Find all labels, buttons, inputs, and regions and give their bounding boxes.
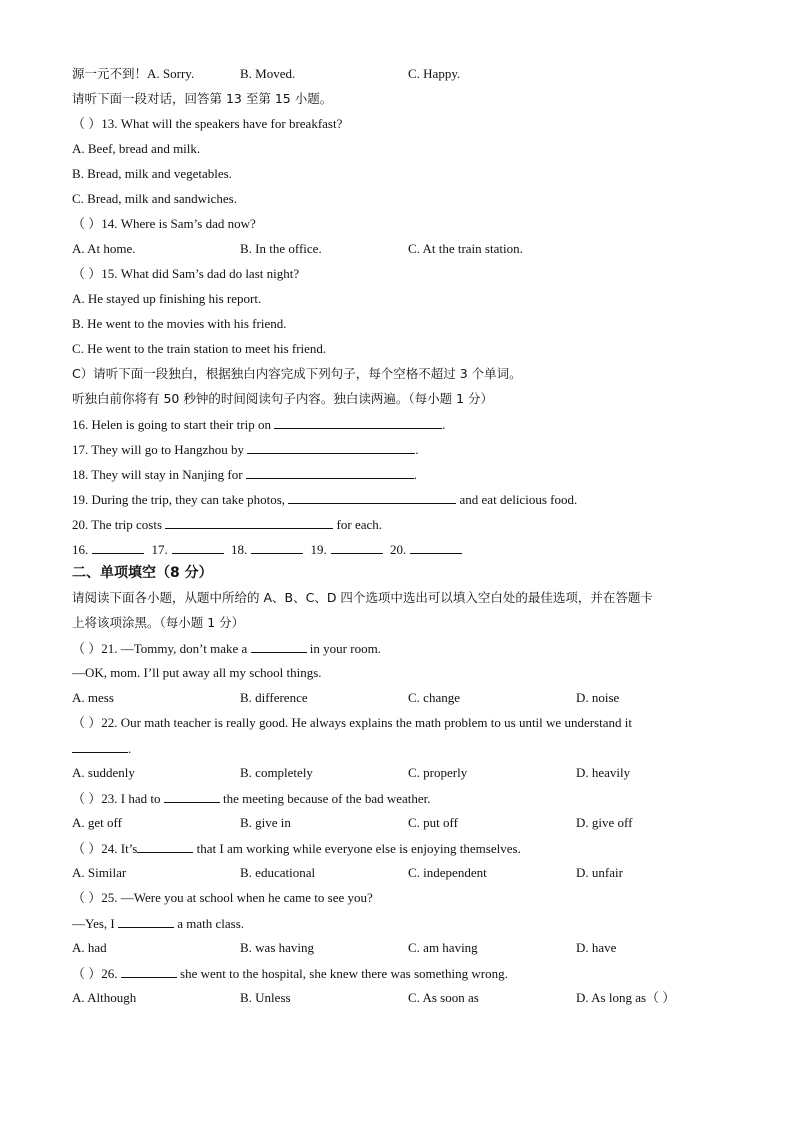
sentence-20-pre: 20. The trip costs bbox=[72, 517, 163, 532]
q22-option-c: C. properly bbox=[408, 765, 468, 780]
q21-stem bbox=[72, 640, 381, 657]
q25-reply-pre: —Yes, I bbox=[72, 916, 115, 931]
answer-label-17: 17. bbox=[151, 542, 168, 557]
answer-label-20: 20. bbox=[390, 542, 407, 557]
sentence-16-pre: 16. Helen is going to start their trip on bbox=[72, 417, 271, 432]
sentence-18-pre: 18. They will stay in Nanjing for bbox=[72, 467, 243, 482]
monologue-intro-2: 听独白前你将有 50 秒钟的时间阅读句子内容。独白读两遍。（每小题 1 分） bbox=[72, 391, 494, 406]
q25-reply bbox=[72, 915, 244, 932]
top-option-a: A. Sorry. bbox=[147, 66, 195, 81]
q22-option-d: D. heavily bbox=[576, 765, 631, 780]
sentence-16 bbox=[72, 416, 445, 433]
q21-option-a: A. mess bbox=[72, 690, 114, 705]
q26-option-b: B. Unless bbox=[240, 990, 291, 1005]
q23-option-a: A. get off bbox=[72, 815, 122, 830]
top-continuation bbox=[72, 66, 194, 82]
q23-pre: （ ）23. I had to bbox=[72, 791, 161, 806]
q15-option-a: A. He stayed up finishing his report. bbox=[72, 291, 262, 306]
answer-row bbox=[72, 541, 462, 558]
q23-option-d: D. give off bbox=[576, 815, 633, 830]
sentence-19-post: and eat delicious food. bbox=[459, 492, 578, 507]
dialogue-intro: 请听下面一段对话，回答第 13 至第 15 小题。 bbox=[72, 91, 333, 106]
q23-option-b: B. give in bbox=[240, 815, 291, 830]
answer-label-16: 16. bbox=[72, 542, 89, 557]
q23-blank[interactable] bbox=[164, 790, 220, 803]
q21-reply: —OK, mom. I’ll put away all my school things. bbox=[72, 665, 322, 680]
q22-option-b: B. completely bbox=[240, 765, 313, 780]
top-option-b: B. Moved. bbox=[240, 66, 296, 81]
q13-option-a: A. Beef, bread and milk. bbox=[72, 141, 201, 156]
q24-pre: （ ）24. It’s bbox=[72, 841, 138, 856]
q26-option-a: A. Although bbox=[72, 990, 137, 1005]
q13-option-c: C. Bread, milk and sandwiches. bbox=[72, 191, 237, 206]
q26-post: she went to the hospital, she knew there was something wrong. bbox=[180, 966, 508, 981]
q23-option-c: C. put off bbox=[408, 815, 458, 830]
q26-stem bbox=[72, 965, 508, 982]
q25-option-d: D. have bbox=[576, 940, 617, 955]
q22-option-a: A. suddenly bbox=[72, 765, 135, 780]
q24-stem bbox=[72, 840, 521, 857]
answer-blank-19[interactable] bbox=[331, 541, 383, 554]
blank-16[interactable] bbox=[274, 416, 442, 429]
q24-option-b: B. educational bbox=[240, 865, 316, 880]
sentence-19 bbox=[72, 491, 577, 508]
q22-stem-continued bbox=[72, 740, 131, 757]
answer-blank-16[interactable] bbox=[92, 541, 144, 554]
q25-option-a: A. had bbox=[72, 940, 107, 955]
q21-option-d: D. noise bbox=[576, 690, 620, 705]
q26-option-d: D. As long as（ ） bbox=[576, 990, 676, 1005]
top-option-c: C. Happy. bbox=[408, 66, 461, 81]
sentence-16-post: . bbox=[442, 417, 446, 432]
q21-post: in your room. bbox=[309, 641, 381, 656]
q24-option-c: C. independent bbox=[408, 865, 487, 880]
answer-label-19: 19. bbox=[310, 542, 327, 557]
blank-19[interactable] bbox=[288, 491, 456, 504]
sentence-19-pre: 19. During the trip, they can take photos, bbox=[72, 492, 286, 507]
sentence-18 bbox=[72, 466, 417, 483]
q21-blank[interactable] bbox=[251, 640, 307, 653]
q13-option-b: B. Bread, milk and vegetables. bbox=[72, 166, 232, 181]
q15-option-b: B. He went to the movies with his friend. bbox=[72, 316, 287, 331]
answer-label-18: 18. bbox=[231, 542, 248, 557]
q26-blank[interactable] bbox=[121, 965, 177, 978]
q24-option-a: A. Similar bbox=[72, 865, 127, 880]
q26-option-c: C. As soon as bbox=[408, 990, 479, 1005]
q25-stem: （ ）25. —Were you at school when he came to see you? bbox=[72, 890, 373, 905]
q25-reply-post: a math class. bbox=[177, 916, 245, 931]
sentence-18-post: . bbox=[413, 467, 418, 482]
q25-blank[interactable] bbox=[118, 915, 174, 928]
q14-option-c: C. At the train station. bbox=[408, 241, 523, 256]
q22-blank[interactable] bbox=[72, 740, 128, 753]
sentence-20-post: for each. bbox=[336, 517, 382, 532]
section-2-title: 二、单项填空（8 分） bbox=[72, 565, 213, 581]
q13-stem: （ ）13. What will the speakers have for breakfast? bbox=[72, 116, 343, 131]
blank-18[interactable] bbox=[246, 466, 414, 479]
q14-option-a: A. At home. bbox=[72, 241, 136, 256]
answer-blank-20[interactable] bbox=[410, 541, 462, 554]
q14-stem: （ ）14. Where is Sam’s dad now? bbox=[72, 216, 256, 231]
sentence-20 bbox=[72, 516, 382, 533]
q21-pre: （ ）21. —Tommy, don’t make a bbox=[72, 641, 248, 656]
q14-option-b: B. In the office. bbox=[240, 241, 322, 256]
q26-pre: （ ）26. bbox=[72, 966, 118, 981]
q21-option-b: B. difference bbox=[240, 690, 308, 705]
section-2-instructions-1: 请阅读下面各小题，从题中所给的 A、B、C、D 四个选项中选出可以填入空白处的最佳选项，并在答题卡 bbox=[72, 590, 653, 605]
q21-option-c: C. change bbox=[408, 690, 460, 705]
q23-stem bbox=[72, 790, 431, 807]
q24-blank[interactable] bbox=[137, 840, 193, 853]
q25-option-c: C. am having bbox=[408, 940, 478, 955]
q22-post: . bbox=[128, 741, 132, 756]
q25-option-b: B. was having bbox=[240, 940, 315, 955]
q15-option-c: C. He went to the train station to meet his friend. bbox=[72, 341, 327, 356]
q23-post: the meeting because of the bad weather. bbox=[222, 791, 431, 806]
q15-stem: （ ）15. What did Sam’s dad do last night? bbox=[72, 266, 300, 281]
q22-stem: （ ）22. Our math teacher is really good. He always explains the math problem to us until we understand it bbox=[72, 715, 632, 730]
blank-17[interactable] bbox=[247, 441, 415, 454]
answer-blank-18[interactable] bbox=[251, 541, 303, 554]
section-2-instructions-2: 上将该项涂黑。（每小题 1 分） bbox=[72, 615, 245, 630]
sentence-17-pre: 17. They will go to Hangzhou by bbox=[72, 442, 244, 457]
sentence-17 bbox=[72, 441, 419, 458]
top-tail-text: 源一元不到！ bbox=[72, 66, 148, 81]
q24-option-d: D. unfair bbox=[576, 865, 623, 880]
blank-20[interactable] bbox=[165, 516, 333, 529]
monologue-intro-1: C）请听下面一段独白，根据独白内容完成下列句子，每个空格不超过 3 个单词。 bbox=[72, 366, 522, 381]
q24-post: that I am working while everyone else is enjoying themselves. bbox=[196, 841, 521, 856]
answer-blank-17[interactable] bbox=[172, 541, 224, 554]
sentence-17-post: . bbox=[415, 442, 419, 457]
